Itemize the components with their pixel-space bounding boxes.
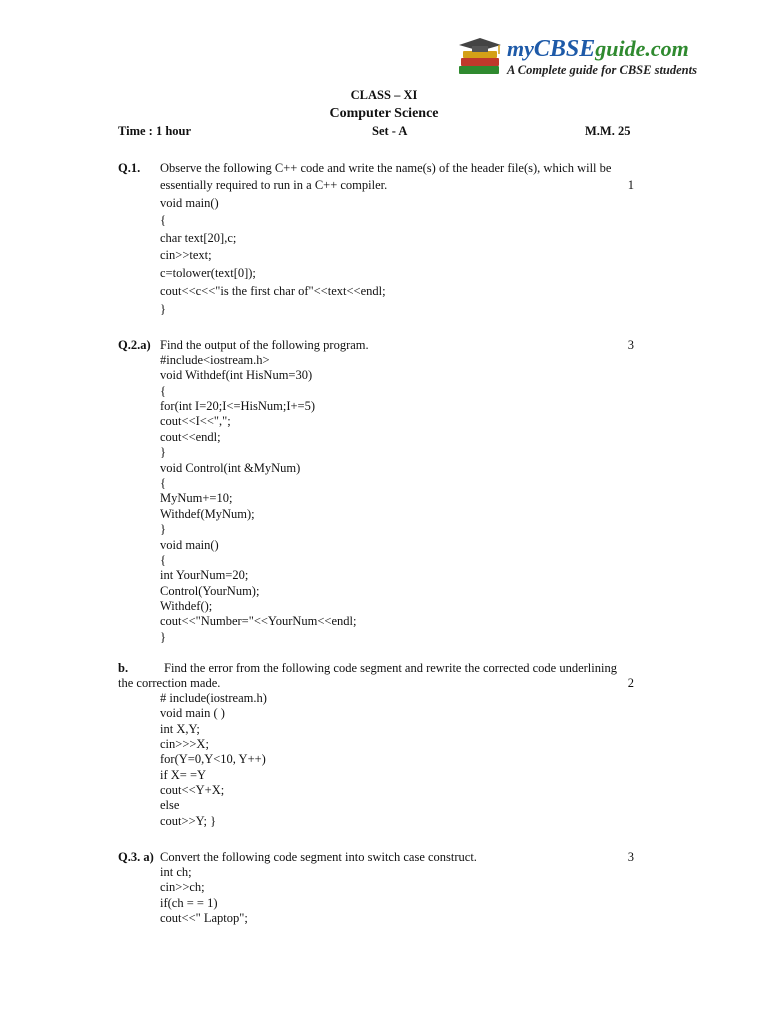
code-line: char text[20],c; [160,231,237,245]
code-line: for(int I=20;I<=HisNum;I+=5) [160,399,316,413]
logo-brand: myCBSEguide.com [507,36,689,62]
code-line: Control(YourNum); [160,584,260,598]
code-line: void Withdef(int HisNum=30) [160,368,313,382]
question-marks: 2 [627,676,634,690]
logo-tagline: A Complete guide for CBSE students [507,63,697,77]
code-line: if X= =Y [160,768,207,782]
code-line: cout<<c<<"is the first char of"<<text<<endl; [160,284,386,298]
time-label: Time : 1 hour [118,124,192,138]
code-line: cout>>Y; } [160,814,217,828]
question-label: b. [118,661,129,675]
books-graduation-cap-icon [455,36,505,78]
subject-heading: Computer Science [329,106,439,121]
code-line: void main ( ) [160,706,225,720]
code-line: int X,Y; [160,722,200,736]
code-line: else [160,798,180,812]
code-line: int ch; [160,865,192,879]
mycbseguide-logo [455,36,715,82]
code-line: cout<<"Number="<<YourNum<<endl; [160,614,357,628]
code-line: cout<<I<<","; [160,414,231,428]
code-line: { [160,384,166,398]
question-text: essentially required to run in a C++ compiler. [160,178,388,192]
code-line: } [160,630,166,644]
class-heading: CLASS – XI [350,88,418,102]
question-text: Observe the following C++ code and write the name(s) of the header file(s), which will be [160,161,612,175]
question-marks: 3 [627,850,634,864]
code-line: { [160,476,166,490]
code-line: int YourNum=20; [160,568,249,582]
code-line: cout<<Y+X; [160,783,225,797]
code-line: } [160,445,166,459]
code-line: { [160,213,166,227]
code-line: cin>>>X; [160,737,209,751]
code-line: MyNum+=10; [160,491,233,505]
code-line: cout<<" Laptop"; [160,911,248,925]
code-line: } [160,522,166,536]
code-line: cin>>text; [160,248,212,262]
code-line: if(ch = = 1) [160,896,218,910]
code-line: #include<iostream.h> [160,353,270,367]
code-line: void main() [160,196,219,210]
code-line: { [160,553,166,567]
question-text: the correction made. [118,676,221,690]
question-text: Convert the following code segment into switch case construct. [160,850,477,864]
code-line: cin>>ch; [160,880,205,894]
question-label: Q.3. a) [118,850,154,864]
question-marks: 1 [627,178,634,192]
code-line: # include(iostream.h) [160,691,267,705]
code-line: void main() [160,538,219,552]
question-label: Q.2.a) [118,338,151,352]
code-line: for(Y=0,Y<10, Y++) [160,752,266,766]
question-marks: 3 [627,338,634,352]
question-label: Q.1. [118,161,141,175]
code-line: Withdef(MyNum); [160,507,255,521]
code-line: cout<<endl; [160,430,221,444]
code-line: } [160,302,166,316]
code-line: void Control(int &MyNum) [160,461,301,475]
set-label: Set - A [372,124,408,138]
question-text: Find the output of the following program. [160,338,369,352]
max-marks-label: M.M. 25 [585,124,631,138]
code-line: Withdef(); [160,599,213,613]
question-text: Find the error from the following code segment and rewrite the corrected code underlining [164,661,617,675]
code-line: c=tolower(text[0]); [160,266,256,280]
